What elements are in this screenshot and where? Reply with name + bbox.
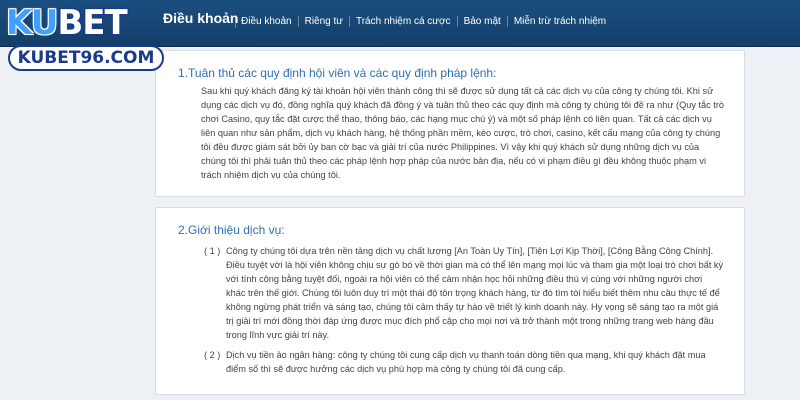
- nav-item-trach-nhiem-ca-cuoc[interactable]: Trách nhiệm cá cược: [350, 16, 458, 27]
- section-card-compliance: [155, 50, 745, 197]
- list-item: [204, 348, 724, 376]
- logo-wordmark: KUBET: [6, 3, 127, 43]
- brand-logo[interactable]: [6, 3, 166, 73]
- nav-item-dieu-khoan[interactable]: Điều khoản: [235, 16, 299, 27]
- list-item-text: Công ty chúng tôi dựa trên nền tảng dịch vụ chất lượng [An Toàn Uy Tín], [Tiện Lợi Kịp Thời], [Công Bằng Công Chính]. Điều tuyệt vời là hội viên không chịu sự gò bó về thời gian mà có thể lên mạng mọi lúc và tham gia một loại trò chơi bất kỳ với tính công bằng tuyệt đối, ngoài ra hội viên có thể cảm nhận học hỏi những điều thú vị cùng với những người chơi khác trên thế giới. Chúng tôi luôn duy trì một thái độ tôn trọng khách hàng, từ đó tìm tòi hiểu biết thêm nhu cầu thực tế để không ngừng phát triển và sáng tạo, chúng tôi cảm thấy tự hào về triết lý kinh doanh này. Hy vọng sẽ sáng tạo ra một giá trị giải trí mới đồng thời đáp ứng được mục đích phổ cập cho mọi nơi và trở thành một trong những trang web hàng đầu trong lĩnh vực giải trí này.: [226, 246, 724, 340]
- nav-item-mien-tru-trach-nhiem[interactable]: Miễn trừ trách nhiệm: [513, 16, 607, 27]
- list-item: [204, 244, 724, 342]
- top-nav: [235, 16, 612, 27]
- section-title: 1.Tuân thủ các quy định hội viên và các quy định pháp lệnh:: [178, 66, 497, 80]
- list-item-number: ( 1 ): [204, 246, 221, 256]
- logo-domain: KUBET96.COM: [8, 45, 164, 71]
- section-title: 2.Giới thiệu dịch vụ:: [178, 223, 285, 237]
- list-item-number: ( 2 ): [204, 350, 221, 360]
- section-card-services: [155, 207, 745, 395]
- section-paragraph: Sau khi quý khách đăng ký tài khoản hội viên thành công thì sẽ được sử dụng tất cả các dịch vụ của công ty chúng tôi. Khi sử dụng các dịch vụ đó, đồng nghĩa quý khách đã đồng ý và tuân thủ theo các quy định mà công ty chúng tôi đề ra như (Quy tắc trò chơi Casino, quy tắc đặt cược thể thao, thông báo, các hạng mục chú ý) và một số pháp lệnh có liên quan. Tất cả các dịch vụ liên quan như sản phẩm, dịch vụ khách hàng, hệ thống phần mềm, kèo cược, trò chơi, casino, kết cấu mạng của công ty chúng tôi đều được giám sát bởi ủy ban cờ bạc và giải trí của nước Philippines. Vì vậy khi quý khách sử dụng những dịch vụ của chúng tôi thì phải tuân thủ theo các pháp lệnh hợp pháp của nước bản địa, nếu có vi phạm điều gì đều không thuộc phạm vi trách nhiệm dịch vụ của chúng tôi.: [201, 86, 725, 180]
- page-title: Điều khoản: [163, 10, 239, 26]
- nav-item-bao-mat[interactable]: Bảo mật: [458, 16, 508, 27]
- nav-item-rieng-tu[interactable]: Riêng tư: [299, 16, 350, 27]
- list-item-text: Dịch vụ tiền ảo ngân hàng: công ty chúng tôi cung cấp dịch vụ thanh toán dòng tiền qua mạng, khi quý khách đặt mua điểm số thì sẽ được hưởng các dịch vụ phù hợp mà công ty chúng tôi đã cung cấp.: [226, 350, 706, 374]
